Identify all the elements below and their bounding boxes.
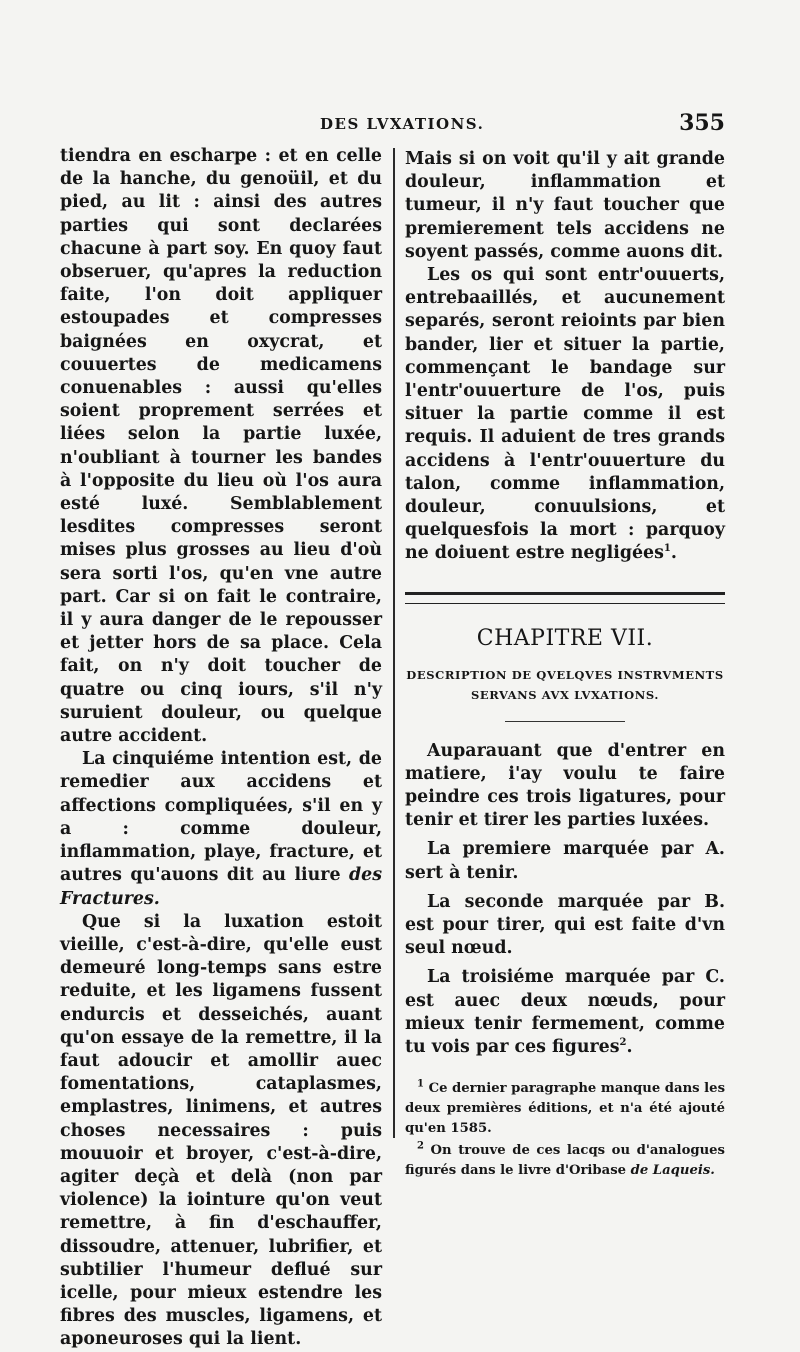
footnote-ref-2[interactable]: 2 xyxy=(619,1037,627,1049)
left-paragraph-2-text: La cinquiéme intention est, de remedier aux accidens et affections compliquées, s'il en y a : comme douleur, inflammation, playe, fracture, et autres qu'auons dit au liure xyxy=(60,749,382,886)
right-paragraph-3: Auparauant que d'entrer en matiere, i'ay voulu te faire peindre ces trois ligatures, pour tenir et tirer les parties luxées. xyxy=(405,740,725,831)
left-paragraph-3: Que si la luxation estoit vieille, c'est-à-dire, qu'elle eust demeuré long-temps sans estre reduite, et les ligamens fussent endurcis et desseichés, auant qu'on essaye de la remettre, il la faut adoucir et amollir auec fomentations, cataplasmes, emplastres, linimens, et autres choses necessaires : puis mouuoir et broyer, c'est-à-dire, agiter deçà et delà (non par violence) la iointure qu'on veut remettre, à fin d'eschauffer, dissoudre, attenuer, lubrifier, et subtilier l'humeur deflué sur icelle, pour mieux estendre les fibres des muscles, ligamens, et aponeuroses qui la lient. xyxy=(60,911,382,1350)
chapter-description: DESCRIPTION DE QVELQVES INSTRVMENTS SERVANS AVX LVXATIONS. xyxy=(406,667,724,702)
left-column xyxy=(60,145,382,1352)
running-title: DES LVXATIONS. xyxy=(320,115,485,133)
right-paragraph-6-text: La troisiéme marquée par C. est auec deux nœuds, pour mieux tenir fermement, comme tu vois par ces figures xyxy=(405,967,725,1058)
right-paragraph-6: La troisiéme marquée par C. est auec deux nœuds, pour mieux tenir fermement, comme tu vois par ces figures$^2$. xyxy=(405,967,725,1058)
footnote-2 xyxy=(405,1141,725,1181)
footnote-1 xyxy=(405,1079,725,1139)
footnote-ref-1[interactable]: 1 xyxy=(663,543,671,555)
chapter-rule xyxy=(505,721,625,722)
page-header xyxy=(60,112,725,142)
right-paragraph-2: Les os qui sont entr'ouuerts, entrebaaillés, et aucunement separés, seront reioints par bien bander, lier et situer la partie, commençant le bandage sur l'entr'ouuerture de l'os, puis situer la partie comme il est requis. Il aduient de tres grands accidens à l'entr'ouuerture du talon, comme inflammation, douleur, conuulsions, et quelquesfois la mort : parquoy ne doiuent estre negligées$^1$. xyxy=(405,265,725,564)
left-paragraph-1: tiendra en escharpe : et en celle de la hanche, du genoüil, et du pied, au lit : ainsi des autres parties qui sont declarées chacune à part soy. En quoy faut obseruer, qu'apres la reduction faite, l'on doit appliquer estoupades et compresses baignées en oxycrat, et couuertes de medicamens conuenables : aussi qu'elles soient proprement serrées et liées selon la partie luxée, n'oubliant à tourner les bandes à l'opposite du lieu où l'os aura esté luxé. Semblablement lesdites compresses seront mises plus grosses au lieu d'où sera sorti l'os, qu'en vne autre part. Car si on fait le contraire, il y aura danger de le repousser et jetter hors de sa place. Cela fait, on n'y doit toucher de quatre ou cinq iours, s'il n'y suruient douleur, ou quelque autre accident. xyxy=(60,146,382,747)
footnote-2-title: de Laqueis. xyxy=(630,1163,715,1179)
page-number: 355 xyxy=(679,110,725,136)
footnote-2-text: On trouve de ces lacqs ou d'analogues figurés dans le livre d'Oribase xyxy=(405,1143,725,1179)
right-paragraph-2-text: Les os qui sont entr'ouuerts, entrebaaillés, et aucunement separés, seront reioints par bien bander, lier et situer la partie, commençant le bandage sur l'entr'ouuerture de l'os, puis situer la partie comme il est requis. Il aduient de tres grands accidens à l'entr'ouuerture du talon, comme inflammation, douleur, conuulsions, et quelquesfois la mort : parquoy ne doiuent estre negligées xyxy=(405,265,725,564)
column-divider xyxy=(393,148,395,1138)
chapter-separator xyxy=(405,592,725,604)
right-column xyxy=(405,148,725,1183)
footnote-1-text: Ce dernier paragraphe manque dans les deux premières éditions, et n'a été ajouté qu'en 1585. xyxy=(405,1081,726,1137)
left-paragraph-2 xyxy=(60,748,382,910)
right-paragraph-5: La seconde marquée par B. est pour tirer, qui est faite d'vn seul nœud. xyxy=(405,891,725,959)
right-paragraph-1: Mais si on voit qu'il y ait grande douleur, inflammation et tumeur, il n'y faut toucher que premierement tels accidens ne soyent passés, comme auons dit. xyxy=(405,149,725,262)
footnote-2-number: 2 xyxy=(417,1140,424,1152)
right-paragraph-4: La premiere marquée par A. sert à tenir. xyxy=(405,839,725,883)
footnote-1-number: 1 xyxy=(417,1078,424,1090)
book-reference: des Fractures. xyxy=(60,865,382,909)
footnotes xyxy=(405,1079,725,1181)
chapter-title: CHAPITRE VII. xyxy=(476,625,654,651)
